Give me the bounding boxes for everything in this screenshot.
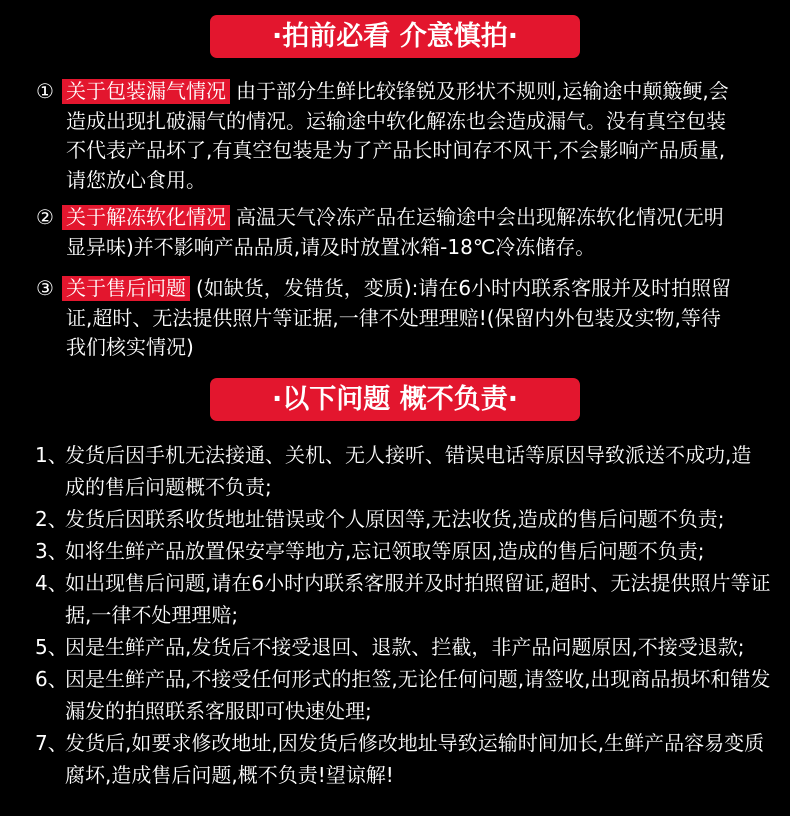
notice-text-line: 请您放心食用。 xyxy=(66,167,206,192)
header-banner xyxy=(210,15,580,58)
notice-text-line: 由于部分生鲜比较锋锐及形状不规则,运输途中颠簸鲠,会 xyxy=(236,79,729,103)
disclaimer-item-text: 漏发的拍照联系客服即可快速处理; xyxy=(65,699,372,723)
notice-text-line: 我们核实情况) xyxy=(66,335,194,359)
disclaimer-item-5 xyxy=(35,631,770,663)
disclaimer-item-3 xyxy=(35,535,770,567)
disclaimer-item-6 xyxy=(35,663,770,727)
disclaimer-list xyxy=(35,439,770,791)
notice-label-tag: 关于解冻软化情况 xyxy=(62,205,230,230)
disclaimer-item-text: 腐坏,造成售后问题,概不负责!望谅解! xyxy=(65,763,394,787)
notice-text-line: 显异味)并不影响产品品质,请及时放置冰箱-18℃冷冻储存。 xyxy=(66,234,596,259)
notice-marker: ① xyxy=(36,79,54,103)
disclaimer-item-text: 成的售后问题概不负责; xyxy=(65,475,272,499)
disclaimer-item-number: 1、 xyxy=(35,443,68,467)
disclaimer-item-1 xyxy=(35,439,770,503)
notice-text-line: 不代表产品坏了,有真空包装是为了产品长时间存不风干,不会影响产品质量, xyxy=(66,138,726,162)
disclaimer-item-number: 5、 xyxy=(35,635,68,659)
notice-after-sales xyxy=(36,274,731,363)
disclaimer-item-number: 4、 xyxy=(35,571,68,595)
notice-label-tag: 关于包装漏气情况 xyxy=(62,79,230,104)
disclaimer-item-number: 2、 xyxy=(35,507,68,531)
notice-first-line xyxy=(36,203,724,233)
header-banner-text: ·拍前必看 介意慎拍· xyxy=(272,21,518,52)
disclaimer-item-text: 如出现售后问题,请在6小时内联系客服并及时拍照留证,超时、无法提供照片等证 xyxy=(65,571,771,595)
disclaimer-item-number: 6、 xyxy=(35,667,68,691)
notice-text-line: 造成出现扎破漏气的情况。运输途中软化解冻也会造成漏气。没有真空包装 xyxy=(66,108,726,133)
disclaimer-item-text: 发货后因手机无法接通、关机、无人接听、错误电话等原因导致派送不成功,造 xyxy=(65,443,752,467)
disclaimer-item-4 xyxy=(35,567,770,631)
disclaimer-item-number: 3、 xyxy=(35,539,68,563)
notice-label-tag: 关于售后问题 xyxy=(62,276,190,301)
disclaimer-item-text: 据,一律不处理理赔; xyxy=(65,603,239,627)
notice-packaging-leak xyxy=(36,77,729,195)
notice-marker: ③ xyxy=(36,276,54,300)
disclaimer-item-number: 7、 xyxy=(35,731,68,755)
notice-first-line xyxy=(36,274,731,304)
disclaimer-item-2 xyxy=(35,503,770,535)
notice-thawing xyxy=(36,203,724,262)
disclaimer-item-text: 如将生鲜产品放置保安亭等地方,忘记领取等原因,造成的售后问题不负责; xyxy=(65,539,705,563)
disclaimer-item-text: 发货后,如要求修改地址,因发货后修改地址导致运输时间加长,生鲜产品容易变质 xyxy=(65,731,765,755)
disclaimer-item-text: 因是生鲜产品,不接受任何形式的拒签,无论任何问题,请签收,出现商品损坏和错发 xyxy=(65,667,771,691)
notice-text-line: (如缺货，发错货，变质):请在6小时内联系客服并及时拍照留 xyxy=(196,276,732,300)
disclaimer-banner xyxy=(210,378,580,421)
disclaimer-item-7 xyxy=(35,727,770,791)
notice-text-line: 高温天气冷冻产品在运输途中会出现解冻软化情况(无明 xyxy=(236,205,724,229)
disclaimer-item-text: 发货后因联系收货地址错误或个人原因等,无法收货,造成的售后问题不负责; xyxy=(65,507,725,531)
notice-first-line xyxy=(36,77,729,107)
notice-text-line: 证,超时、无法提供照片等证据,一律不处理理赔!(保留内外包装及实物,等待 xyxy=(66,305,721,330)
disclaimer-banner-text: ·以下问题 概不负责· xyxy=(272,384,518,415)
disclaimer-item-text: 因是生鲜产品,发货后不接受退回、退款、拦截，非产品问题原因,不接受退款; xyxy=(65,635,745,659)
notice-marker: ② xyxy=(36,205,54,229)
